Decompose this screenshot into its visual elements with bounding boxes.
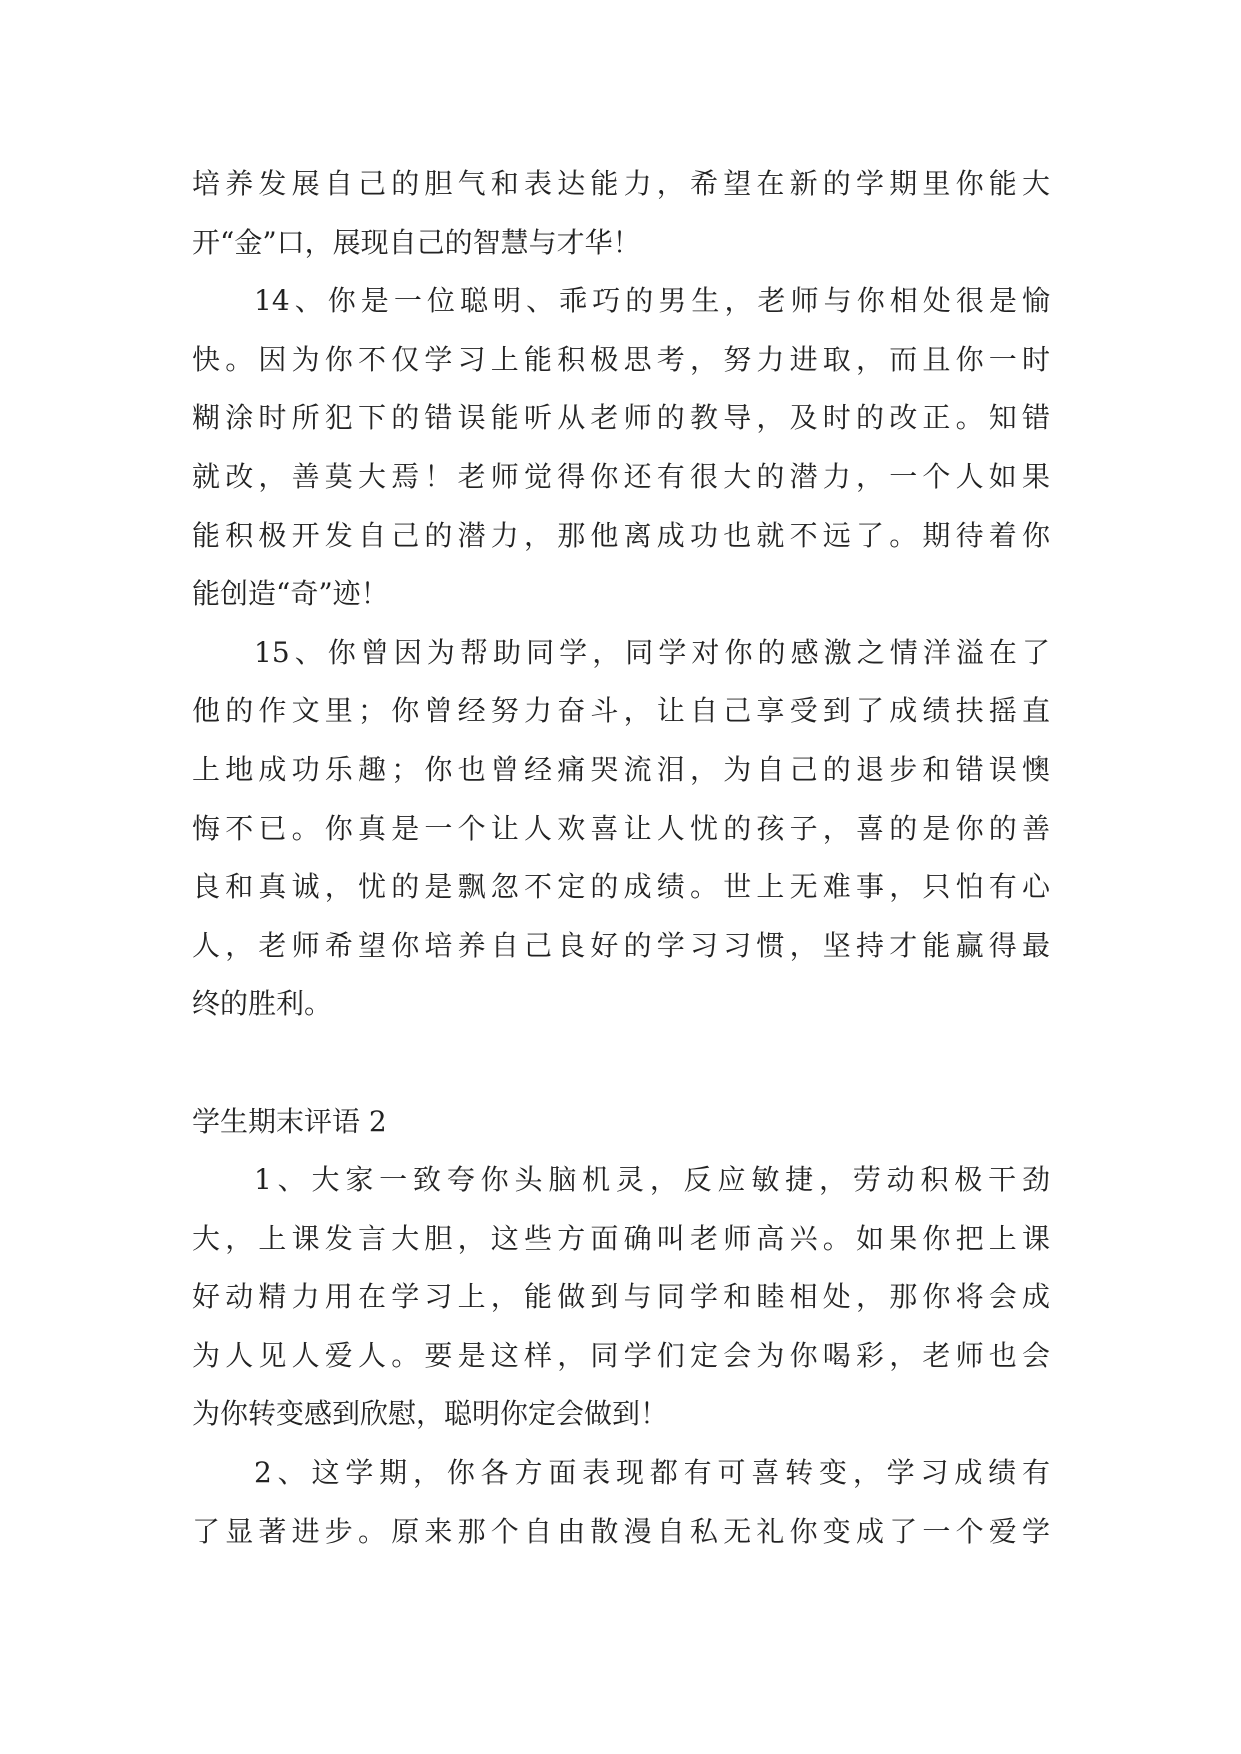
text-line: 终的胜利。 bbox=[192, 987, 333, 1021]
text-line: 大，上课发言大胆，这些方面确叫老师高兴。如果你把上课 bbox=[192, 1221, 1050, 1255]
text-line: 2、这学期，你各方面表现都有可喜转变，学习成绩有 bbox=[254, 1456, 1050, 1490]
text-line: 培养发展自己的胆气和表达能力，希望在新的学期里你能大 bbox=[192, 167, 1050, 200]
text-line: 开“金”口，展现自己的智慧与才华！ bbox=[192, 225, 641, 259]
text-line: 1、大家一致夸你头脑机灵，反应敏捷，劳动积极干劲 bbox=[254, 1163, 1050, 1197]
text-line: 能创造“奇”迹！ bbox=[192, 577, 389, 611]
text-line: 良和真诚，忧的是飘忽不定的成绩。世上无难事，只怕有心 bbox=[192, 870, 1050, 904]
text-line: 他的作文里；你曾经努力奋斗，让自己享受到了成绩扶摇直 bbox=[192, 694, 1050, 728]
text-body bbox=[192, 155, 1050, 1561]
text-line: 14、你是一位聪明、乖巧的男生，老师与你相处很是愉 bbox=[254, 284, 1050, 318]
section-heading: 学生期末评语 2 bbox=[192, 1104, 387, 1138]
text-line: 快。因为你不仅学习上能积极思考，努力进取，而且你一时 bbox=[192, 342, 1050, 376]
text-line: 好动精力用在学习上，能做到与同学和睦相处，那你将会成 bbox=[192, 1280, 1050, 1314]
text-line: 能积极开发自己的潜力，那他离成功也就不远了。期待着你 bbox=[192, 518, 1050, 552]
text-line: 上地成功乐趣；你也曾经痛哭流泪，为自己的退步和错误懊 bbox=[192, 752, 1050, 786]
text-line: 就改，善莫大焉！老师觉得你还有很大的潜力，一个人如果 bbox=[192, 459, 1050, 493]
text-line: 糊涂时所犯下的错误能听从老师的教导，及时的改正。知错 bbox=[192, 401, 1050, 435]
text-line: 为人见人爱人。要是这样，同学们定会为你喝彩，老师也会 bbox=[192, 1338, 1050, 1372]
text-line: 为你转变感到欣慰，聪明你定会做到！ bbox=[192, 1397, 669, 1431]
text-line: 了显著进步。原来那个自由散漫自私无礼你变成了一个爱学 bbox=[192, 1514, 1050, 1548]
paragraph-continuation bbox=[192, 155, 1050, 272]
paragraph-item-1 bbox=[192, 1151, 1050, 1444]
text-line: 15、你曾因为帮助同学，同学对你的感激之情洋溢在了 bbox=[254, 635, 1050, 669]
paragraph-item-15 bbox=[192, 624, 1050, 1034]
paragraph-item-2 bbox=[192, 1444, 1050, 1561]
text-line: 悔不已。你真是一个让人欢喜让人忧的孩子，喜的是你的善 bbox=[192, 811, 1050, 845]
paragraph-item-14 bbox=[192, 272, 1050, 624]
text-line: 人，老师希望你培养自己良好的学习习惯，坚持才能赢得最 bbox=[192, 928, 1050, 962]
